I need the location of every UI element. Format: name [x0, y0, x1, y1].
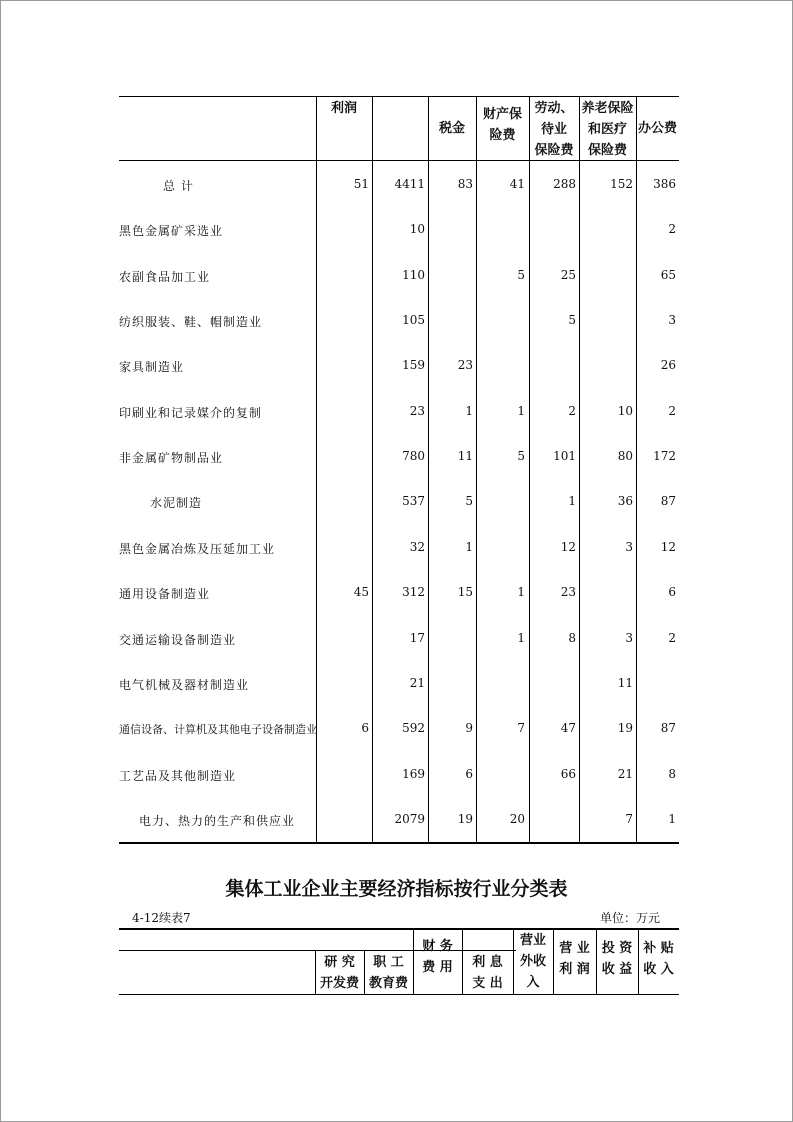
- row-label: 电力、热力的生产和供应业: [139, 813, 296, 828]
- table-cell: 5: [568, 313, 576, 328]
- table-cell: 5: [517, 449, 525, 464]
- table-cell: 87: [660, 494, 676, 509]
- table-cell: 47: [560, 721, 576, 736]
- column-divider: [372, 96, 373, 843]
- header-bottom-rule: [119, 994, 679, 995]
- table-cell: 23: [457, 358, 473, 373]
- row-label: 水泥制造: [150, 496, 203, 511]
- header-profit: 利润: [330, 101, 357, 116]
- table-cell: 3: [625, 630, 633, 645]
- table-cell: 110: [402, 267, 425, 282]
- table-cell: 1: [517, 585, 525, 600]
- column-divider: [636, 96, 637, 843]
- table-cell: 80: [617, 449, 633, 464]
- table-cell: 11: [617, 675, 633, 690]
- header-finance-expense: 财 务 费 用: [422, 939, 453, 975]
- table-cell: 66: [560, 766, 576, 781]
- header-rd-expense: 研 究 开发费: [319, 955, 359, 991]
- table-cell: 3: [625, 539, 633, 554]
- table-cell: 537: [402, 494, 425, 509]
- table-cell: 2079: [394, 811, 425, 826]
- table-cell: 172: [653, 449, 676, 464]
- second-table-header: [119, 928, 679, 995]
- table-cell: 41: [509, 177, 525, 191]
- table-cell: 12: [660, 539, 676, 554]
- table-cell: 25: [560, 267, 576, 282]
- table-cell: 312: [402, 585, 425, 600]
- table-cell: 11: [457, 449, 473, 464]
- table-cell: 15: [457, 585, 473, 600]
- row-label: 家具制造业: [119, 360, 185, 375]
- table-cell: 10: [409, 222, 425, 237]
- column-divider: [428, 96, 429, 843]
- column-divider: [529, 96, 530, 843]
- table-cell: 45: [353, 585, 369, 600]
- table-cell: 2: [668, 630, 676, 645]
- table-top-rule: [119, 928, 679, 930]
- column-divider: [579, 96, 580, 843]
- table-cell: 6: [465, 766, 473, 781]
- table-unit: 单位：万元: [599, 911, 660, 925]
- table-cell: 1: [568, 494, 576, 509]
- header-investment-income: 投 资 收 益: [601, 941, 633, 977]
- table-cell: 9: [465, 721, 473, 736]
- table-cell: 17: [409, 630, 425, 645]
- table-cell: 5: [465, 494, 473, 509]
- table-cell: 2: [668, 222, 676, 237]
- row-label: 总 计: [163, 179, 194, 193]
- row-label: 黑色金属矿采选业: [119, 224, 224, 239]
- table-cell: 1: [465, 539, 473, 554]
- table-cell: 7: [517, 721, 525, 736]
- table-cell: 1: [517, 403, 525, 418]
- row-label: 电气机械及器材制造业: [119, 677, 250, 692]
- row-label: 交通运输设备制造业: [119, 632, 237, 647]
- table-cell: 32: [409, 539, 425, 554]
- table-cell: 6: [668, 585, 676, 600]
- row-label: 黑色金属冶炼及压延加工业: [119, 541, 276, 556]
- table-bottom-rule: [119, 842, 679, 844]
- table-cell: 23: [560, 585, 576, 600]
- table-cell: 36: [617, 494, 633, 509]
- table-cell: 288: [553, 177, 576, 191]
- header-subsidy-income: 补 贴 收 入: [643, 941, 674, 977]
- table-cell: 1: [517, 630, 525, 645]
- table-cell: 19: [617, 721, 633, 736]
- table-cell: 169: [402, 766, 425, 781]
- table-cell: 7: [625, 811, 633, 826]
- table-cell: 8: [668, 766, 676, 781]
- table-cell: 386: [653, 177, 676, 191]
- table-cell: 23: [409, 403, 425, 418]
- row-label: 通信设备、计算机及其他电子设备制造业: [119, 723, 317, 737]
- header-office-fee: 办公费: [637, 121, 677, 136]
- table-title: 集体工业企业主要经济指标按行业分类表: [225, 878, 568, 900]
- table-cell: 65: [660, 267, 676, 282]
- table-cell: 8: [568, 630, 576, 645]
- table-cell: 87: [660, 721, 676, 736]
- industry-statistics-table: [119, 96, 679, 843]
- header-operating-profit: 营 业 利 润: [559, 941, 590, 977]
- table-cell: 159: [402, 358, 425, 373]
- table-cell: 5: [517, 267, 525, 282]
- table-cell: 10: [617, 403, 633, 418]
- table-cell: 21: [617, 766, 633, 781]
- table-code: 4-12续表7: [132, 911, 191, 925]
- header-pension-medical: 养老保险 和医疗 保险费: [581, 101, 634, 158]
- table-cell: 4411: [394, 177, 425, 191]
- table-cell: 6: [361, 721, 369, 736]
- row-label: 非金属矿物制品业: [119, 451, 224, 466]
- header-tax: 税金: [438, 121, 465, 136]
- header-labor-insurance: 劳动、 待业 保险费: [534, 101, 574, 158]
- table-cell: 152: [610, 177, 633, 191]
- header-interest-expense: 利 息 支 出: [472, 955, 503, 991]
- header-property-insurance: 财产保 险费: [482, 107, 522, 143]
- row-label: 农副食品加工业: [119, 269, 211, 284]
- table-cell: 3: [668, 313, 676, 328]
- row-label: 纺织服装、鞋、帽制造业: [119, 315, 263, 330]
- table-cell: 105: [402, 313, 425, 328]
- table-cell: 12: [560, 539, 576, 554]
- table-cell: 1: [668, 811, 676, 826]
- table-cell: 780: [402, 449, 425, 464]
- table-cell: 83: [457, 177, 473, 191]
- table-top-rule: [119, 96, 679, 97]
- table-cell: 19: [457, 811, 473, 826]
- table-cell: 101: [553, 449, 576, 464]
- table-cell: 2: [668, 403, 676, 418]
- table-cell: 2: [568, 403, 576, 418]
- table-cell: 21: [409, 675, 425, 690]
- table-cell: 26: [660, 358, 676, 373]
- table-cell: 20: [509, 811, 525, 826]
- header-staff-education: 职 工 教育费: [368, 955, 408, 991]
- table-cell: 592: [402, 721, 425, 736]
- table-cell: 1: [465, 403, 473, 418]
- row-label: 工艺品及其他制造业: [119, 768, 237, 783]
- column-divider: [476, 96, 477, 843]
- table-cell: 51: [353, 177, 369, 191]
- row-label: 通用设备制造业: [119, 587, 211, 602]
- header-non-operating-income: 营业 外收 入: [519, 933, 546, 990]
- row-label: 印刷业和记录媒介的复制: [119, 405, 263, 420]
